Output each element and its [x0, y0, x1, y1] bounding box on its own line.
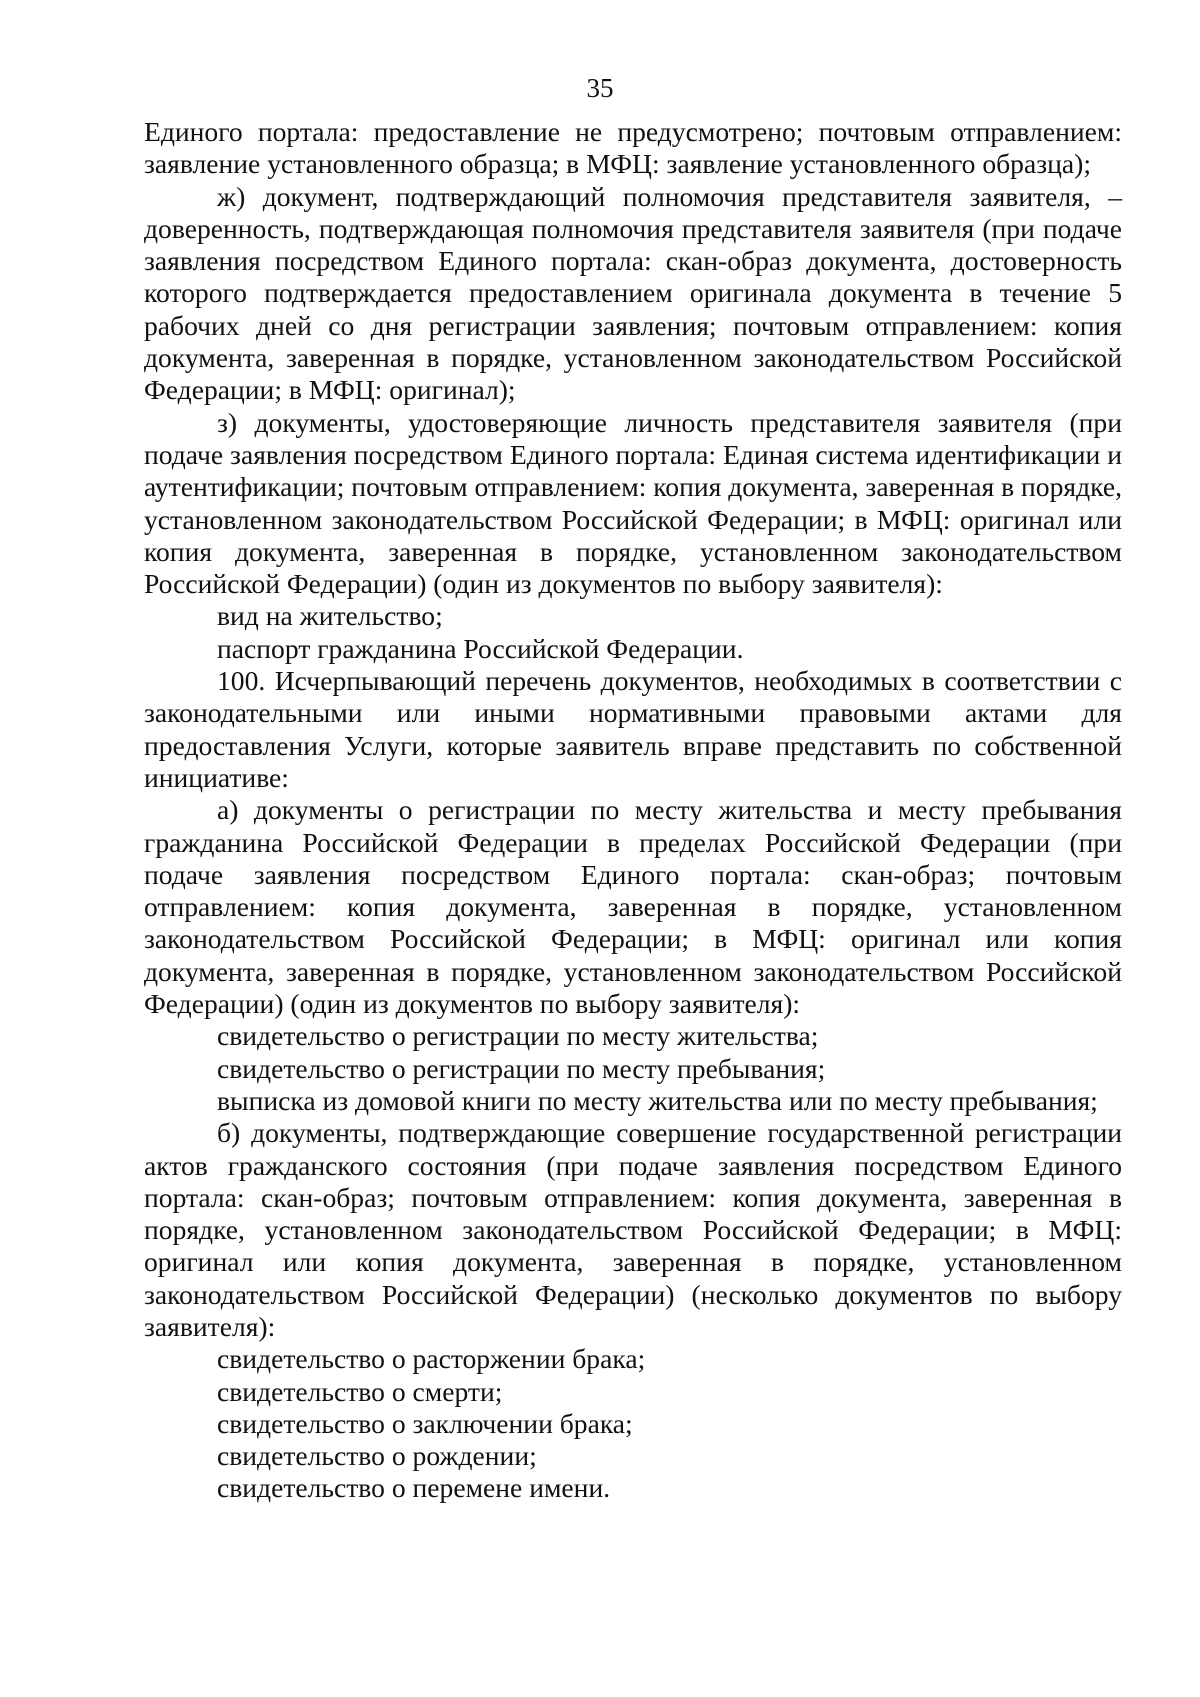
list-item: паспорт гражданина Российской Федерации.	[217, 632, 744, 664]
list-item: свидетельство о регистрации по месту пребывания;	[217, 1052, 826, 1084]
paragraph-item-b: б) документы, подтверждающие совершение государственной регистрации актов гражданского состояния (при подаче заявления посредством Единого портала: скан-образ; почтовым отправлением: копия документа, заверенная в порядке, установленном законодательством Российской Федерации; в МФЦ: оригинал или копия документа, заверенная в порядке, установленном законодательством Российской Федерации) (несколько документов по выбору заявителя):	[144, 1117, 1122, 1342]
list-item: свидетельство о заключении брака;	[217, 1407, 633, 1439]
list-item: свидетельство о рождении;	[217, 1440, 537, 1472]
list-item: свидетельство о расторжении брака;	[217, 1343, 646, 1375]
list-item: свидетельство о регистрации по месту жительства;	[217, 1020, 819, 1052]
paragraph-item-a: а) документы о регистрации по месту жительства и месту пребывания гражданина Российской Федерации в пределах Российской Федерации (при подаче заявления посредством Единого портала: скан-образ; почтовым отправлением: копия документа, заверенная в порядке, установленном законодательством Российской Федерации; в МФЦ: оригинал или копия документа, заверенная в порядке, установленном законодательством Российской Федерации) (один из документов по выбору заявителя):	[144, 794, 1122, 1020]
paragraph-item-z: з) документы, удостоверяющие личность представителя заявителя (при подаче заявления посредством Единого портала: Единая система идентификации и аутентификации; почтовым отправлением: копия документа, заверенная в порядке, установленном законодательством Российской Федерации; в МФЦ: оригинал или копия документа, заверенная в порядке, установленном законодательством Российской Федерации) (один из документов по выбору заявителя):	[144, 406, 1122, 600]
list-item: выписка из домовой книги по месту жительства или по месту пребывания;	[217, 1084, 1098, 1116]
paragraph-item-zh: ж) документ, подтверждающий полномочия представителя заявителя, – доверенность, подтверждающая полномочия представителя заявителя (при подаче заявления посредством Единого портала: скан-образ документа, достоверность которого подтверждается предоставлением оригинала документа в течение 5 рабочих дней со дня регистрации заявления; почтовым отправлением: копия документа, заверенная в порядке, установленном законодательством Российской Федерации; в МФЦ: оригинал);	[144, 180, 1122, 406]
page-number: 35	[586, 73, 614, 103]
list-item: вид на жительство;	[217, 600, 443, 632]
paragraph-section-100: 100. Исчерпывающий перечень документов, необходимых в соответствии с законодательными или иными нормативными правовыми актами для предоставления Услуги, которые заявитель вправе представить по собственной инициативе:	[144, 665, 1122, 793]
document-body	[144, 116, 1122, 1505]
list-item: свидетельство о смерти;	[217, 1375, 503, 1407]
paragraph-continuation: Единого портала: предоставление не предусмотрено; почтовым отправлением: заявление установленного образца; в МФЦ: заявление установленного образца);	[144, 116, 1122, 180]
list-item: свидетельство о перемене имени.	[217, 1472, 611, 1504]
